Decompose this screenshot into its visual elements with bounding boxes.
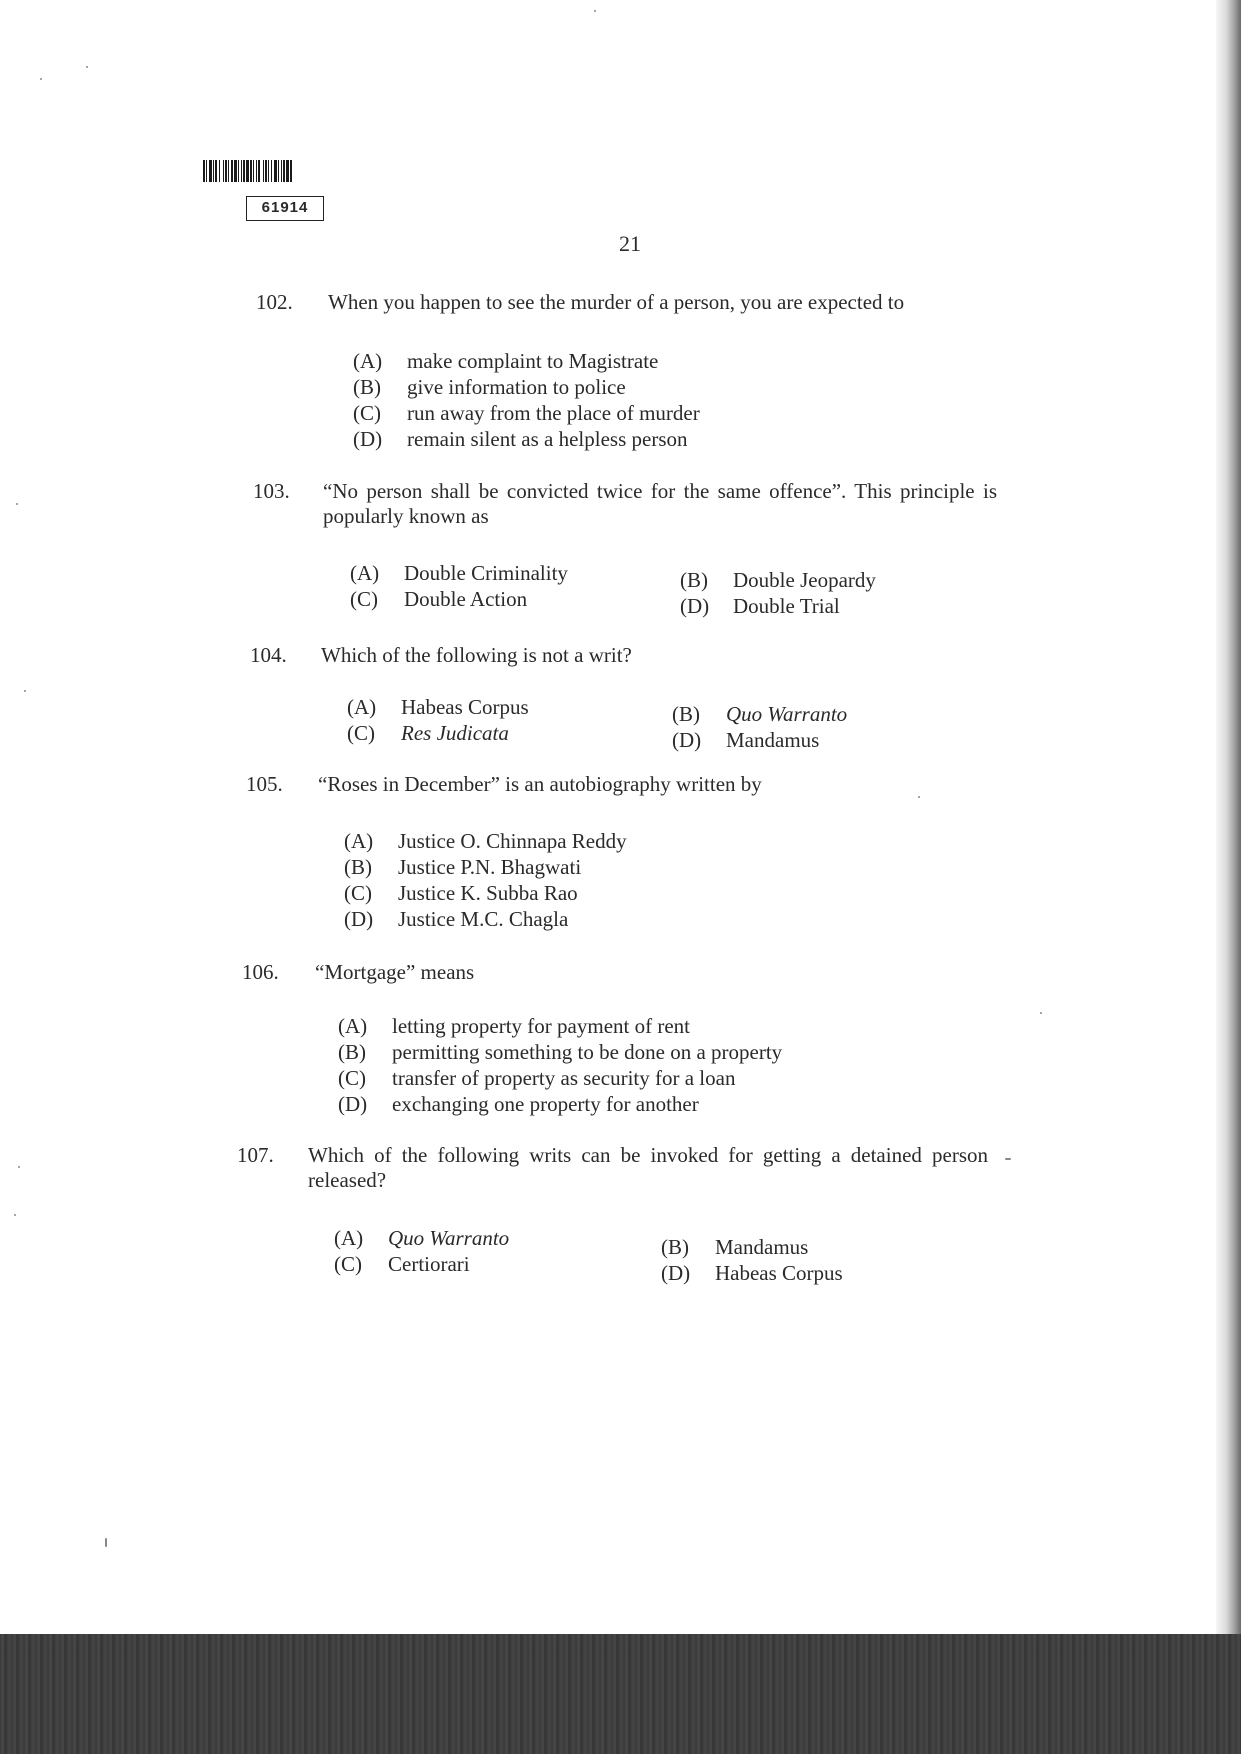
page-edge-shadow [1216, 0, 1241, 1640]
scan-speck [14, 1214, 16, 1216]
question-stem: “Mortgage” means [315, 960, 475, 984]
options-104-left [347, 694, 667, 746]
scan-speck [918, 796, 920, 798]
page-number: 21 [619, 231, 641, 256]
option-d: (D) Habeas Corpus [661, 1261, 843, 1285]
question-stem: “No person shall be convicted twice for the same offence”. This principle is popularly known as [323, 479, 997, 528]
question-stem: Which of the following writs can be invoked for getting a detained person released? [308, 1143, 988, 1192]
barcode-stripe [292, 160, 293, 182]
question-number: 102. [256, 290, 293, 314]
options-104-right [672, 701, 932, 753]
option-d: (D) Mandamus [672, 728, 820, 752]
options-105 [344, 828, 744, 932]
scan-speck [18, 1166, 20, 1168]
options-103-right [680, 567, 940, 619]
scan-speck [86, 66, 88, 68]
question-number: 107. [237, 1143, 274, 1167]
scan-speck [24, 690, 26, 692]
booklet-code: 61914 [246, 196, 324, 221]
scan-speck [105, 1538, 107, 1547]
option-a: (A) Double Criminality [350, 561, 568, 585]
scanner-bed-strip [0, 1634, 1241, 1754]
question-number: 105. [246, 772, 283, 796]
option-d: (D) remain silent as a helpless person [353, 427, 688, 451]
barcode [203, 160, 337, 182]
option-b: (B) give information to police [353, 375, 626, 399]
question-number: 106. [242, 960, 279, 984]
question-stem: When you happen to see the murder of a person, you are expected to [328, 290, 905, 314]
options-103-left [350, 560, 680, 612]
scan-speck [40, 78, 42, 80]
option-c: (C) run away from the place of murder [353, 401, 700, 425]
option-a: (A) letting property for payment of rent [338, 1014, 690, 1038]
scan-speck [594, 10, 596, 12]
option-b: (B) Double Jeopardy [680, 568, 876, 592]
option-d: (D) Justice M.C. Chagla [344, 907, 569, 931]
question-stem: Which of the following is not a writ? [321, 643, 632, 667]
option-b: (B) Justice P.N. Bhagwati [344, 855, 582, 879]
option-b: (B) permitting something to be done on a property [338, 1040, 783, 1064]
question-stem: “Roses in December” is an autobiography written by [318, 772, 762, 796]
option-a: (A) Justice O. Chinnapa Reddy [344, 829, 627, 853]
option-c: (C) transfer of property as security for a loan [338, 1066, 736, 1090]
option-c: (C) Double Action [350, 587, 528, 611]
option-a: (A) Habeas Corpus [347, 695, 529, 719]
option-a: (A) Quo Warranto [334, 1226, 510, 1250]
option-c: (C) Justice K. Subba Rao [344, 881, 578, 905]
scan-speck [1040, 1012, 1042, 1014]
options-107-right [661, 1234, 921, 1286]
scan-speck [1005, 1158, 1011, 1160]
options-102 [353, 348, 773, 452]
question-number: 104. [250, 643, 287, 667]
scan-speck [16, 503, 18, 505]
option-d: (D) exchanging one property for another [338, 1092, 699, 1116]
option-d: (D) Double Trial [680, 594, 840, 618]
option-c: (C) Res Judicata [347, 721, 509, 745]
option-b: (B) Mandamus [661, 1235, 809, 1259]
options-106 [338, 1013, 838, 1117]
option-b: (B) Quo Warranto [672, 702, 848, 726]
question-number: 103. [253, 479, 290, 503]
option-c: (C) Certiorari [334, 1252, 470, 1276]
options-107-left [334, 1225, 654, 1277]
option-a: (A) make complaint to Magistrate [353, 349, 659, 373]
